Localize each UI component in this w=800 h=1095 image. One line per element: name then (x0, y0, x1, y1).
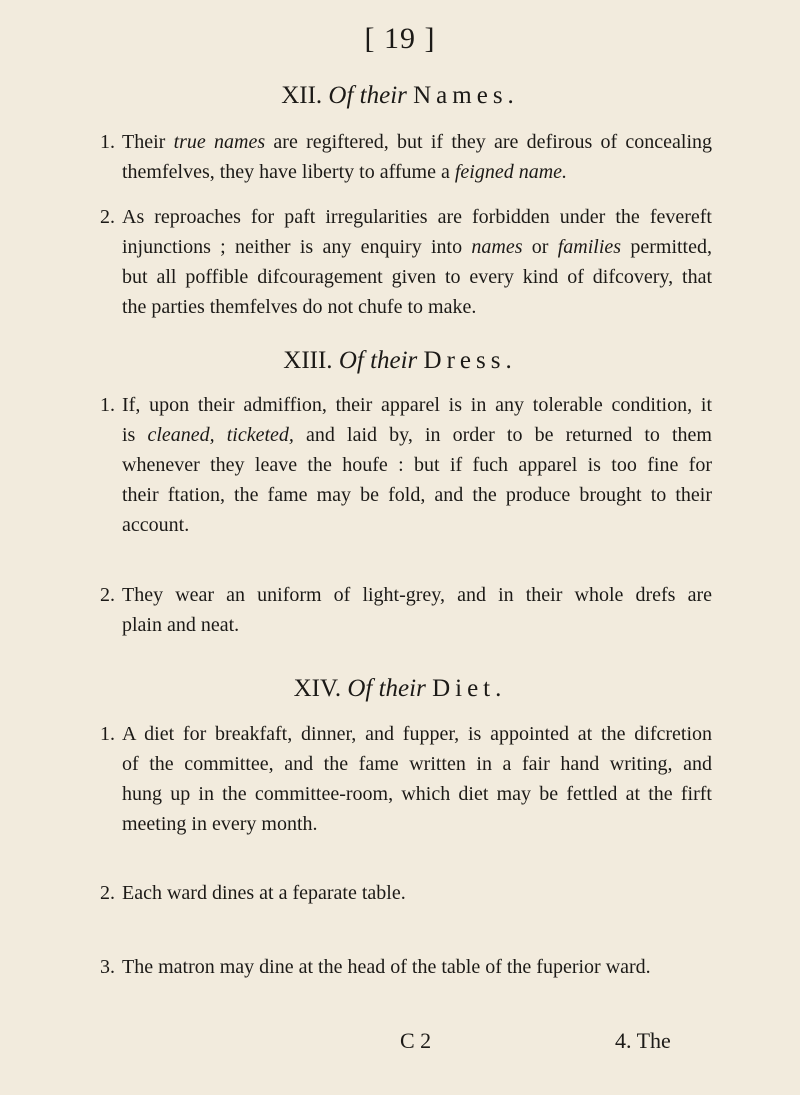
paragraph-diet-2 (100, 878, 712, 908)
section-title: Names. (413, 82, 519, 109)
paragraph-line: the parties themfelves do not chufe to make. (122, 296, 477, 318)
section-numeral: XII. (281, 82, 323, 109)
paragraph-line: As reproaches for paft irregularities are forbidden under the fevereft (122, 206, 712, 228)
catchword: 4. The (615, 1028, 671, 1053)
section-heading-names (0, 82, 800, 110)
paragraph-number: 1. (100, 723, 115, 745)
paragraph-line: meeting in every month. (122, 813, 318, 835)
paragraph-names-1 (100, 127, 713, 187)
paragraph-line: A diet for breakfaft, dinner, and fupper, is appointed at the difcretion (122, 723, 712, 745)
paragraph-line: injunctions ; neither is any enquiry into names or families permitted, (122, 236, 712, 258)
signature-mark: C 2 (400, 1028, 432, 1053)
paragraph-number: 1. (100, 394, 115, 416)
paragraph-line: If, upon their admiffion, their apparel is in any tolerable condition, it (122, 394, 712, 416)
section-their: their (370, 347, 418, 374)
paragraph-number: 2. (100, 206, 115, 228)
paragraph-line: is cleaned, ticketed, and laid by, in order to be returned to them (122, 424, 712, 446)
paragraph-diet-3 (100, 952, 712, 982)
section-of: Of (338, 347, 364, 374)
paragraph-dress-2 (100, 580, 712, 640)
section-numeral: XIII. (283, 347, 333, 374)
paragraph-line: whenever they leave the houfe : but if fuch apparel is too fine for (122, 454, 712, 476)
section-heading-diet (0, 675, 800, 703)
page-number: [ 19 ] (364, 22, 436, 55)
paragraph-line: Each ward dines at a feparate table. (122, 882, 406, 904)
paragraph-line: Their true names are regiftered, but if they are defirous of concealing (122, 131, 713, 153)
paragraph-number: 1. (100, 131, 115, 153)
section-of: Of (347, 675, 373, 702)
paragraph-line: but all poffible difcouragement given to every kind of difcovery, that (122, 266, 712, 288)
paragraph-dress-1 (100, 390, 712, 540)
paragraph-line: plain and neat. (122, 614, 240, 636)
section-their: their (378, 675, 426, 702)
paragraph-line: account. (122, 514, 190, 536)
paragraph-line: hung up in the committee-room, which diet may be fettled at the firft (122, 783, 712, 805)
section-numeral: XIV. (293, 675, 342, 702)
section-title: Diet. (432, 675, 507, 702)
section-of: Of (328, 82, 354, 109)
paragraph-line: The matron may dine at the head of the table of the fuperior ward. (122, 956, 651, 978)
section-title: Dress. (423, 347, 517, 374)
paragraph-line: of the committee, and the fame written in a fair hand writing, and (122, 753, 712, 775)
paragraph-number: 3. (100, 956, 115, 978)
paragraph-diet-1 (100, 719, 712, 839)
paragraph-number: 2. (100, 882, 115, 904)
paragraph-line: their ftation, the fame may be fold, and the produce brought to their (122, 484, 712, 506)
section-heading-dress (0, 347, 800, 375)
paragraph-line: themfelves, they have liberty to affume a feigned name. (122, 161, 568, 183)
paragraph-line: They wear an uniform of light-grey, and in their whole drefs are (122, 584, 712, 606)
paragraph-names-2 (100, 202, 712, 322)
section-their: their (359, 82, 407, 109)
paragraph-number: 2. (100, 584, 115, 606)
